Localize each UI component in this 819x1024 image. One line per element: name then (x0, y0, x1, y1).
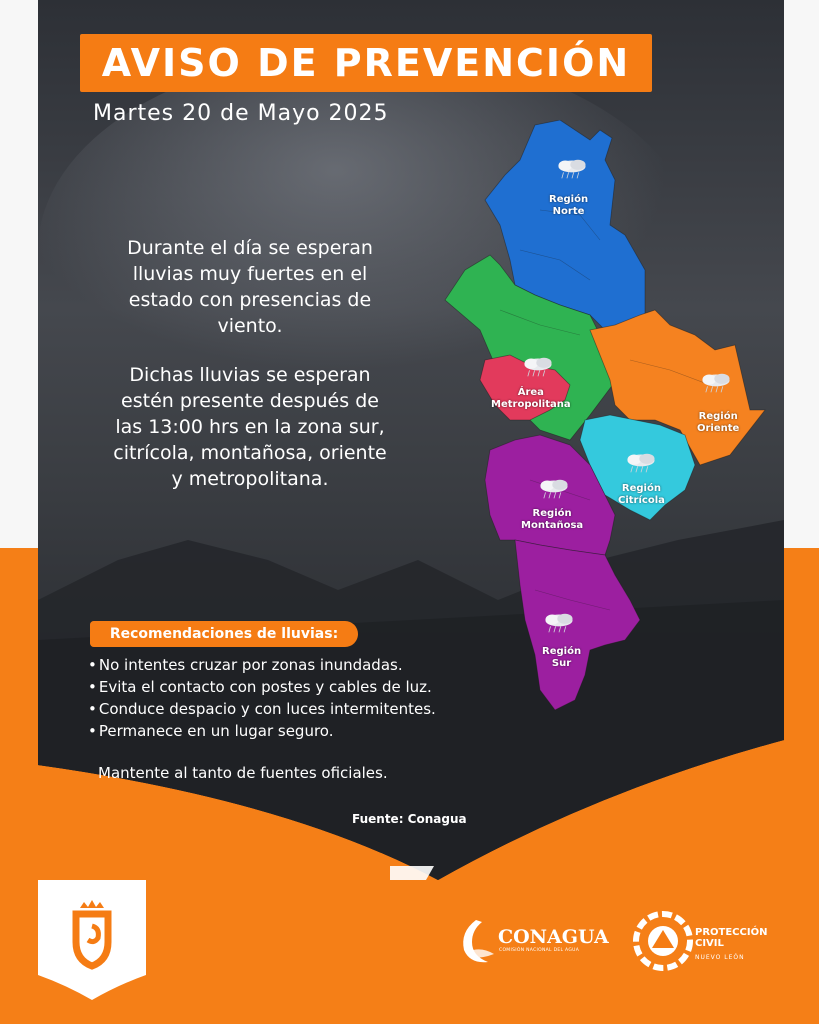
forecast-line: Durante el día se esperan (127, 237, 373, 259)
region-label-line: Montañosa (521, 520, 584, 531)
nuevo-leon-shield-logo (38, 880, 146, 1000)
region-label-oriente (697, 411, 739, 435)
recommendations-list (88, 654, 436, 742)
proteccion-civil-logo-icon (632, 910, 694, 972)
region-label-line: Región (698, 411, 738, 422)
region-label-citricola (618, 483, 665, 507)
region-label-line: Región (549, 194, 589, 205)
forecast-line: estado con presencias de (128, 289, 372, 311)
rain-cloud-icon (694, 372, 738, 394)
conagua-logo-text: CONAGUA (498, 926, 609, 948)
forecast-line: viento. (217, 315, 283, 337)
region-label-line: Citrícola (618, 495, 665, 506)
page-title: AVISO DE PREVENCIÓN (101, 41, 631, 85)
list-item: • Conduce despacio y con luces intermitentes. (88, 698, 436, 720)
forecast-line: estén presente después de (121, 390, 379, 412)
proteccion-civil-line: PROTECCIÓN (695, 927, 768, 938)
conagua-logo-subtitle: COMISIÓN NACIONAL DEL AGUA (499, 948, 580, 953)
forecast-line: y metropolitana. (171, 468, 329, 490)
forecast-paragraph-1 (80, 235, 420, 339)
rain-cloud-icon (619, 452, 663, 474)
date-label: Martes 20 de Mayo 2025 (93, 101, 389, 126)
region-label-metropolitana (491, 387, 571, 411)
region-label-line: Región (542, 646, 582, 657)
title-banner (80, 34, 652, 92)
region-label-line: Región (621, 483, 661, 494)
rain-cloud-icon (550, 158, 594, 180)
region-label-line: Oriente (697, 423, 740, 434)
region-label-line: Sur (551, 658, 572, 669)
recommendations-banner (90, 621, 358, 647)
region-label-line: Metropolitana (491, 399, 571, 410)
forecast-paragraph-2 (80, 362, 420, 492)
list-item: • Permanece en un lugar seguro. (88, 720, 436, 742)
forecast-line: citrícola, montañosa, oriente (113, 442, 387, 464)
list-item: • Evita el contacto con postes y cables de luz. (88, 676, 436, 698)
forecast-line: las 13:00 hrs en la zona sur, (115, 416, 385, 438)
official-sources-note: Mantente al tanto de fuentes oficiales. (98, 764, 388, 782)
region-label-sur (542, 646, 581, 670)
region-label-line: Área (517, 387, 544, 398)
list-item: • No intentes cruzar por zonas inundadas. (88, 654, 436, 676)
rain-cloud-icon (516, 356, 560, 378)
source-credit: Fuente: Conagua (352, 812, 467, 826)
forecast-line: lluvias muy fuertes en el (132, 263, 368, 285)
rain-cloud-icon (532, 478, 576, 500)
region-label-norte (549, 194, 588, 218)
region-label-montanosa (521, 508, 583, 532)
region-label-line: Norte (552, 206, 585, 217)
rain-cloud-icon (537, 612, 581, 634)
recommendations-title: Recomendaciones de lluvias: (109, 626, 339, 642)
proteccion-civil-subtitle: NUEVO LEÓN (695, 954, 745, 961)
region-label-line: Región (532, 508, 572, 519)
proteccion-civil-logo-text (695, 927, 767, 949)
forecast-line: Dichas lluvias se esperan (129, 364, 371, 386)
proteccion-civil-line: CIVIL (695, 938, 724, 949)
